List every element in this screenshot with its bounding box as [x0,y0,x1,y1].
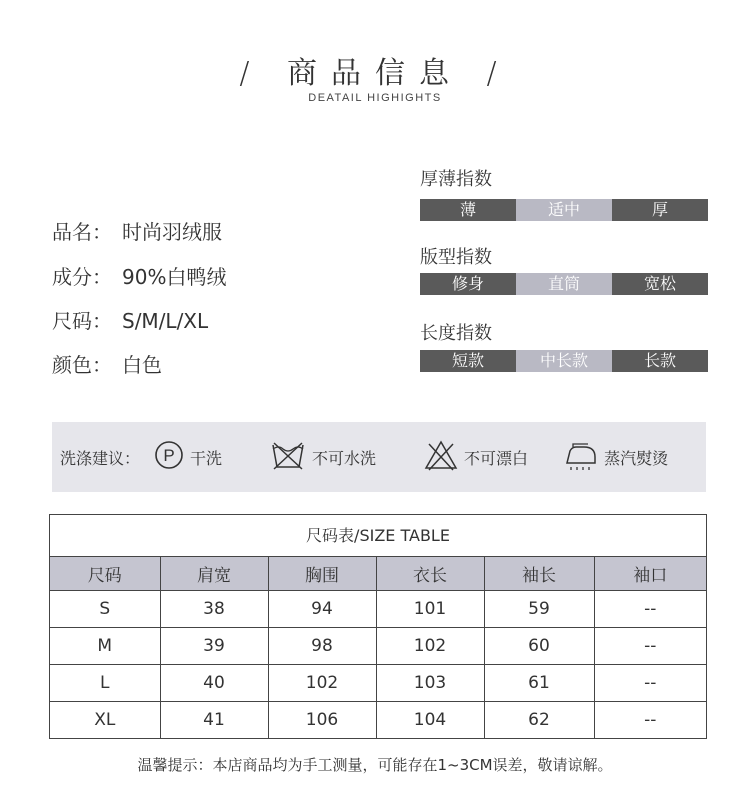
column-header: 肩宽 [160,557,268,590]
info-value: 白色 [122,353,162,377]
table-cell: 106 [268,701,376,738]
column-header: 袖长 [484,557,594,590]
size-table [49,514,707,739]
wash-instructions [52,422,706,492]
info-label: 颜色： [52,353,112,377]
no-water-wash-icon [270,439,306,475]
index-option-selected: 中长款 [516,350,612,372]
wash-item-no-bleach [424,439,528,475]
thickness-index-title: 厚薄指数 [420,169,492,190]
wash-text: 干洗 [190,448,223,468]
svg-text:P: P [163,446,175,465]
table-cell: 40 [160,664,268,701]
thickness-index-bar [420,199,708,221]
info-label: 成分： [52,265,112,289]
table-cell: 59 [484,590,594,627]
steam-iron-icon [564,439,598,475]
table-cell: 60 [484,627,594,664]
table-cell: -- [644,709,657,730]
table-cell: -- [594,590,706,627]
wash-item-no-water [270,439,376,475]
wash-item-steam-iron [564,439,668,475]
table-cell: -- [594,664,706,701]
size-table-title: 尺码表/SIZE TABLE [50,515,706,557]
table-cell: 94 [268,590,376,627]
size-table-grid [50,557,706,738]
section-title: / 商品信息 / [239,56,511,91]
table-cell: 101 [376,590,484,627]
info-material [52,261,226,290]
table-header-row [50,557,706,590]
info-value: 90%白鸭绒 [122,265,227,289]
index-option: 薄 [420,199,516,221]
info-value: S/M/L/XL [122,309,209,333]
info-name [52,216,222,245]
table-cell: 62 [484,701,594,738]
table-cell: 98 [268,627,376,664]
info-size [52,305,208,334]
length-index-title: 长度指数 [420,323,492,344]
table-cell: XL [50,701,160,738]
no-bleach-icon [424,439,458,475]
wash-text: 不可漂白 [464,448,529,468]
fit-index-title: 版型指数 [420,247,492,268]
table-cell: M [50,627,160,664]
wash-label: 洗涤建议： [60,448,141,468]
index-option: 宽松 [612,273,708,295]
index-option-selected: 直筒 [516,273,612,295]
index-option: 短款 [420,350,516,372]
column-header: 袖口 [594,557,706,590]
table-cell: 61 [484,664,594,701]
index-option: 长款 [612,350,708,372]
column-header: 尺码 [50,557,160,590]
wash-text: 不可水洗 [312,448,377,468]
length-index-bar [420,350,708,372]
table-cell: 102 [268,664,376,701]
table-row [50,627,706,664]
table-cell: 104 [376,701,484,738]
info-value: 时尚羽绒服 [122,220,222,244]
table-row [50,664,706,701]
index-option-selected: 适中 [516,199,612,221]
table-cell: L [50,664,160,701]
info-label: 品名： [52,220,112,244]
table-row [50,590,706,627]
index-option: 厚 [612,199,708,221]
footer-note: 温馨提示：本店商品均为手工测量，可能存在1~3CM误差，敬请谅解。 [137,756,613,774]
table-cell: -- [594,627,706,664]
column-header: 胸围 [268,557,376,590]
table-cell: 38 [160,590,268,627]
wash-item-dry-clean [154,440,222,474]
info-color [52,349,162,378]
section-subtitle: DEATAIL HIGHIGHTS [308,92,442,104]
table-cell: 41 [160,701,268,738]
table-cell: 103 [376,664,484,701]
table-cell: 102 [376,627,484,664]
info-label: 尺码： [52,309,112,333]
table-cell: S [50,590,160,627]
fit-index-bar [420,273,708,295]
wash-text: 蒸汽熨烫 [604,448,669,468]
table-row [50,701,706,738]
column-header: 衣长 [376,557,484,590]
index-option: 修身 [420,273,516,295]
dry-clean-p-icon [154,440,184,474]
table-cell: 39 [160,627,268,664]
